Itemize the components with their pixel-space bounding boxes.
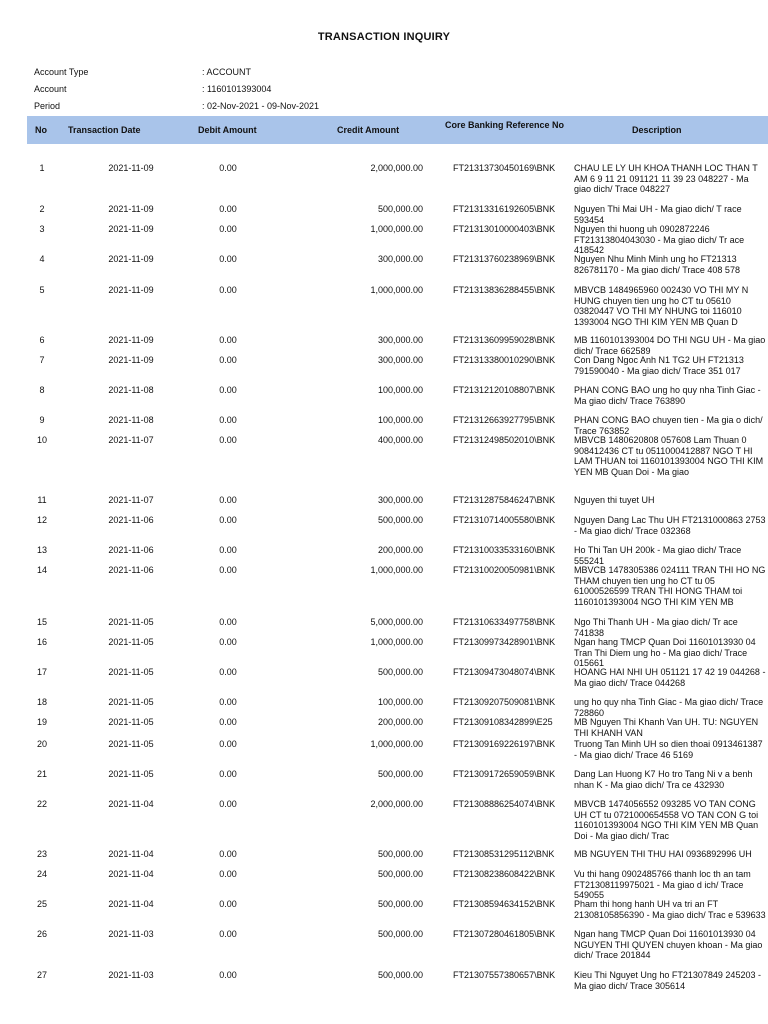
cell-reference: FT21309973428901\BNK xyxy=(453,637,556,647)
cell-description: Dang Lan Huong K7 Ho tro Tang Ni v a benh nhan K - Ma giao dich/ Tra ce 432930 xyxy=(574,769,753,790)
cell-date: 2021-11-05 xyxy=(108,697,154,707)
cell-credit: 2,000,000.00 xyxy=(370,799,423,809)
cell-description: CHAU LE LY UH KHOA THANH LOC THAN T AM 6 9 11 21 091121 11 39 23 048227 - Ma giao dich/ Trace 048227 xyxy=(574,163,758,194)
cell-description: Ngan hang TMCP Quan Doi 11601013930 04 Tran Thi Diem ung ho - Ma giao dich/ Trace 015661 xyxy=(574,637,756,668)
cell-description: PHAN CONG BAO ung ho quy nha Tinh Giac - Ma giao dich/ Trace 763890 xyxy=(574,385,761,406)
account-type-label: Account Type xyxy=(34,67,89,77)
cell-description: Nguyen Nhu Minh Minh ung ho FT21313 826781170 - Ma giao dich/ Trace 408 578 xyxy=(574,254,740,275)
cell-description: PHAN CONG BAO chuyen tien - Ma gia o dich/ Trace 763852 xyxy=(574,415,763,436)
cell-credit: 300,000.00 xyxy=(377,335,423,345)
cell-description: MB 1160101393004 DO THI NGU UH - Ma giao dich/ Trace 662589 xyxy=(574,335,766,356)
cell-no: 3 xyxy=(39,224,45,234)
cell-debit: 0.00 xyxy=(219,254,237,264)
cell-reference: FT21309108342899\E25 xyxy=(453,717,553,727)
cell-credit: 500,000.00 xyxy=(377,204,423,214)
cell-credit: 500,000.00 xyxy=(377,515,423,525)
cell-description: Pham thi hong hanh UH va tri an FT 21308105856390 - Ma giao dich/ Trac e 539633 xyxy=(574,899,766,920)
cell-date: 2021-11-04 xyxy=(108,849,154,859)
table-header xyxy=(27,116,768,144)
cell-description: Kieu Thi Nguyet Ung ho FT21307849 245203 - Ma giao dich/ Trace 305614 xyxy=(574,970,761,991)
cell-credit: 2,000,000.00 xyxy=(370,163,423,173)
cell-reference: FT21310020050981\BNK xyxy=(453,565,556,575)
cell-description: Ngo Thi Thanh UH - Ma giao dich/ Tr ace 741838 xyxy=(574,617,738,638)
cell-no: 24 xyxy=(36,869,47,879)
cell-date: 2021-11-05 xyxy=(108,769,154,779)
cell-date: 2021-11-07 xyxy=(108,495,154,505)
cell-reference: FT21313010000403\BNK xyxy=(453,224,556,234)
cell-description: MB Nguyen Thi Khanh Van UH. TU: NGUYEN THI KHANH VAN xyxy=(574,717,759,738)
cell-date: 2021-11-04 xyxy=(108,799,154,809)
page-title: TRANSACTION INQUIRY xyxy=(317,31,451,43)
cell-debit: 0.00 xyxy=(219,697,237,707)
cell-credit: 500,000.00 xyxy=(377,929,423,939)
cell-description: MBVCB 1480620808 057608 Lam Thuan 0 908412436 CT tu 0511000412887 NGO T HI LAM THUAN toi 1160101393004 NGO THI KIM YEN MB Quan Doi - Ma giao xyxy=(574,435,764,477)
cell-date: 2021-11-06 xyxy=(108,565,154,575)
cell-reference: FT21308886254074\BNK xyxy=(453,799,556,809)
cell-reference: FT21313760238969\BNK xyxy=(453,254,556,264)
cell-no: 9 xyxy=(39,415,45,425)
col-no-header: No xyxy=(35,125,47,135)
cell-debit: 0.00 xyxy=(219,224,237,234)
cell-debit: 0.00 xyxy=(219,515,237,525)
cell-credit: 1,000,000.00 xyxy=(370,224,423,234)
cell-credit: 100,000.00 xyxy=(377,415,423,425)
col-debit-header: Debit Amount xyxy=(198,125,257,135)
cell-description: Nguyen Dang Lac Thu UH FT2131000863 2753 - Ma giao dich/ Trace 032368 xyxy=(574,515,766,536)
cell-date: 2021-11-05 xyxy=(108,637,154,647)
cell-debit: 0.00 xyxy=(219,204,237,214)
cell-no: 10 xyxy=(36,435,47,445)
cell-debit: 0.00 xyxy=(219,285,237,295)
cell-credit: 5,000,000.00 xyxy=(370,617,423,627)
cell-credit: 1,000,000.00 xyxy=(370,565,423,575)
cell-credit: 300,000.00 xyxy=(377,254,423,264)
cell-description: MBVCB 1474056552 093285 VO TAN CONG UH CT tu 0721000654558 VO TAN CON G toi 1160101393004 NGO THI KIM YEN MB Quan Doi - Ma giao dich/ Trac xyxy=(574,799,759,841)
cell-debit: 0.00 xyxy=(219,495,237,505)
account-meta xyxy=(34,67,334,117)
cell-debit: 0.00 xyxy=(219,385,237,395)
cell-no: 16 xyxy=(36,637,47,647)
cell-date: 2021-11-09 xyxy=(108,224,154,234)
cell-reference: FT21313836288455\BNK xyxy=(453,285,556,295)
cell-credit: 1,000,000.00 xyxy=(370,739,423,749)
col-credit-header: Credit Amount xyxy=(337,125,400,135)
cell-no: 20 xyxy=(36,739,47,749)
cell-date: 2021-11-05 xyxy=(108,717,154,727)
cell-date: 2021-11-04 xyxy=(108,899,154,909)
cell-reference: FT21313730450169\BNK xyxy=(453,163,556,173)
cell-no: 23 xyxy=(36,849,47,859)
cell-date: 2021-11-06 xyxy=(108,515,154,525)
cell-reference: FT21307557380657\BNK xyxy=(453,970,556,980)
cell-debit: 0.00 xyxy=(219,799,237,809)
cell-credit: 500,000.00 xyxy=(377,899,423,909)
cell-no: 14 xyxy=(36,565,47,575)
cell-reference: FT21312875846247\BNK xyxy=(453,495,556,505)
cell-debit: 0.00 xyxy=(219,970,237,980)
cell-reference: FT21313380010290\BNK xyxy=(453,355,556,365)
cell-credit: 400,000.00 xyxy=(377,435,423,445)
col-date-header: Transaction Date xyxy=(68,125,141,135)
cell-description: HOANG HAI NHI UH 051121 17 42 19 044268 - Ma giao dich/ Trace 044268 xyxy=(574,667,766,688)
cell-no: 7 xyxy=(39,355,45,365)
cell-date: 2021-11-06 xyxy=(108,545,154,555)
cell-no: 26 xyxy=(36,929,47,939)
cell-reference: FT21312120108807\BNK xyxy=(453,385,556,395)
cell-credit: 500,000.00 xyxy=(377,970,423,980)
cell-debit: 0.00 xyxy=(219,739,237,749)
cell-reference: FT21308531295112\BNK xyxy=(453,849,555,859)
cell-credit: 1,000,000.00 xyxy=(370,285,423,295)
cell-reference: FT21313609959028\BNK xyxy=(453,335,556,345)
cell-no: 18 xyxy=(36,697,47,707)
cell-date: 2021-11-08 xyxy=(108,385,154,395)
cell-debit: 0.00 xyxy=(219,929,237,939)
cell-reference: FT21309473048074\BNK xyxy=(453,667,556,677)
cell-debit: 0.00 xyxy=(219,769,237,779)
cell-description: MB NGUYEN THI THU HAI 0936892996 UH xyxy=(574,849,752,859)
cell-no: 4 xyxy=(39,254,45,264)
cell-debit: 0.00 xyxy=(219,415,237,425)
cell-date: 2021-11-09 xyxy=(108,254,154,264)
cell-credit: 300,000.00 xyxy=(377,355,423,365)
cell-debit: 0.00 xyxy=(219,565,237,575)
cell-description: Ngan hang TMCP Quan Doi 11601013930 04 NGUYEN THI QUYEN chuyen khoan - Ma giao dich/ Trace 201844 xyxy=(574,929,763,960)
cell-reference: FT21310714005580\BNK xyxy=(453,515,556,525)
cell-description: Nguyen thi tuyet UH xyxy=(574,495,655,505)
cell-reference: FT21313316192605\BNK xyxy=(453,204,556,214)
cell-credit: 1,000,000.00 xyxy=(370,637,423,647)
cell-credit: 100,000.00 xyxy=(377,385,423,395)
cell-description: Nguyen Thi Mai UH - Ma giao dich/ T race 593454 xyxy=(574,204,742,225)
cell-reference: FT21310033533160\BNK xyxy=(453,545,556,555)
cell-debit: 0.00 xyxy=(219,637,237,647)
cell-reference: FT21310633497758\BNK xyxy=(453,617,556,627)
cell-no: 2 xyxy=(39,204,45,214)
cell-description: ung ho quy nha Tinh Giac - Ma giao dich/ Trace 728860 xyxy=(574,697,764,718)
cell-no: 6 xyxy=(39,335,45,345)
account-type-value: : ACCOUNT xyxy=(202,67,252,77)
cell-date: 2021-11-03 xyxy=(108,929,154,939)
cell-date: 2021-11-09 xyxy=(108,285,154,295)
cell-debit: 0.00 xyxy=(219,435,237,445)
cell-date: 2021-11-09 xyxy=(108,204,154,214)
cell-date: 2021-11-09 xyxy=(108,355,154,365)
cell-no: 21 xyxy=(36,769,47,779)
cell-debit: 0.00 xyxy=(219,617,237,627)
cell-reference: FT21309207509081\BNK xyxy=(453,697,556,707)
cell-no: 22 xyxy=(36,799,47,809)
cell-no: 8 xyxy=(39,385,45,395)
cell-credit: 200,000.00 xyxy=(377,717,423,727)
cell-credit: 300,000.00 xyxy=(377,495,423,505)
col-desc-header: Description xyxy=(632,125,682,135)
cell-reference: FT21308594634152\BNK xyxy=(453,899,556,909)
cell-reference: FT21308238608422\BNK xyxy=(453,869,556,879)
cell-reference: FT21309172659059\BNK xyxy=(453,769,556,779)
cell-credit: 500,000.00 xyxy=(377,869,423,879)
cell-credit: 500,000.00 xyxy=(377,849,423,859)
cell-reference: FT21312663927795\BNK xyxy=(453,415,556,425)
cell-description: Ho Thi Tan UH 200k - Ma giao dich/ Trace 555241 xyxy=(574,545,742,566)
cell-debit: 0.00 xyxy=(219,335,237,345)
cell-date: 2021-11-05 xyxy=(108,667,154,677)
cell-date: 2021-11-03 xyxy=(108,970,154,980)
cell-date: 2021-11-08 xyxy=(108,415,154,425)
cell-debit: 0.00 xyxy=(219,545,237,555)
cell-no: 1 xyxy=(39,163,45,173)
cell-no: 12 xyxy=(36,515,47,525)
cell-debit: 0.00 xyxy=(219,899,237,909)
cell-description: Nguyen thi huong uh 0902872246 FT21313804043030 - Ma giao dich/ Tr ace 418542 xyxy=(574,224,745,255)
cell-credit: 500,000.00 xyxy=(377,667,423,677)
col-ref-header: Core Banking Reference No xyxy=(445,120,565,130)
account-value: : 1160101393004 xyxy=(202,84,272,94)
cell-no: 5 xyxy=(39,285,45,295)
cell-debit: 0.00 xyxy=(219,849,237,859)
cell-date: 2021-11-05 xyxy=(108,739,154,749)
cell-debit: 0.00 xyxy=(219,869,237,879)
cell-credit: 200,000.00 xyxy=(377,545,423,555)
cell-no: 13 xyxy=(36,545,47,555)
cell-no: 25 xyxy=(36,899,47,909)
cell-reference: FT21309169226197\BNK xyxy=(453,739,556,749)
cell-no: 17 xyxy=(36,667,47,677)
cell-date: 2021-11-04 xyxy=(108,869,154,879)
cell-reference: FT21307280461805\BNK xyxy=(453,929,556,939)
cell-description: MBVCB 1484965960 002430 VO THI MY N HUNG chuyen tien ung ho CT tu 05610 03820447 VO THI MY NHUNG toi 116010 1393004 NGO THI KIM YEN MB Quan D xyxy=(574,285,749,327)
cell-debit: 0.00 xyxy=(219,717,237,727)
cell-reference: FT21312498502010\BNK xyxy=(453,435,556,445)
account-label: Account xyxy=(34,84,67,94)
cell-description: MBVCB 1478305386 024111 TRAN THI HO NG THAM chuyen tien ung ho CT tu 05 61000526599 TRAN THI HONG THAM toi 1160101393004 NGO THI KIM YEN MB xyxy=(574,565,766,607)
cell-description: Truong Tan Minh UH so dien thoai 0913461387 - Ma giao dich/ Trace 46 5169 xyxy=(574,739,763,760)
cell-description: Vu thi hang 0902485766 thanh loc th an tam FT21308119975021 - Ma giao d ich/ Trace 549055 xyxy=(574,869,751,900)
cell-credit: 100,000.00 xyxy=(377,697,423,707)
cell-no: 15 xyxy=(36,617,47,627)
cell-no: 27 xyxy=(36,970,47,980)
cell-debit: 0.00 xyxy=(219,163,237,173)
cell-description: Con Dang Ngoc Anh N1 TG2 UH FT21313 791590040 - Ma giao dich/ Trace 351 017 xyxy=(574,355,744,376)
cell-credit: 500,000.00 xyxy=(377,769,423,779)
cell-date: 2021-11-09 xyxy=(108,163,154,173)
cell-date: 2021-11-09 xyxy=(108,335,154,345)
cell-debit: 0.00 xyxy=(219,667,237,677)
cell-no: 19 xyxy=(36,717,47,727)
cell-no: 11 xyxy=(37,495,47,505)
period-label: Period xyxy=(34,101,61,111)
period-value: : 02-Nov-2021 - 09-Nov-2021 xyxy=(202,101,320,111)
cell-date: 2021-11-07 xyxy=(108,435,154,445)
cell-date: 2021-11-05 xyxy=(108,617,154,627)
cell-debit: 0.00 xyxy=(219,355,237,365)
